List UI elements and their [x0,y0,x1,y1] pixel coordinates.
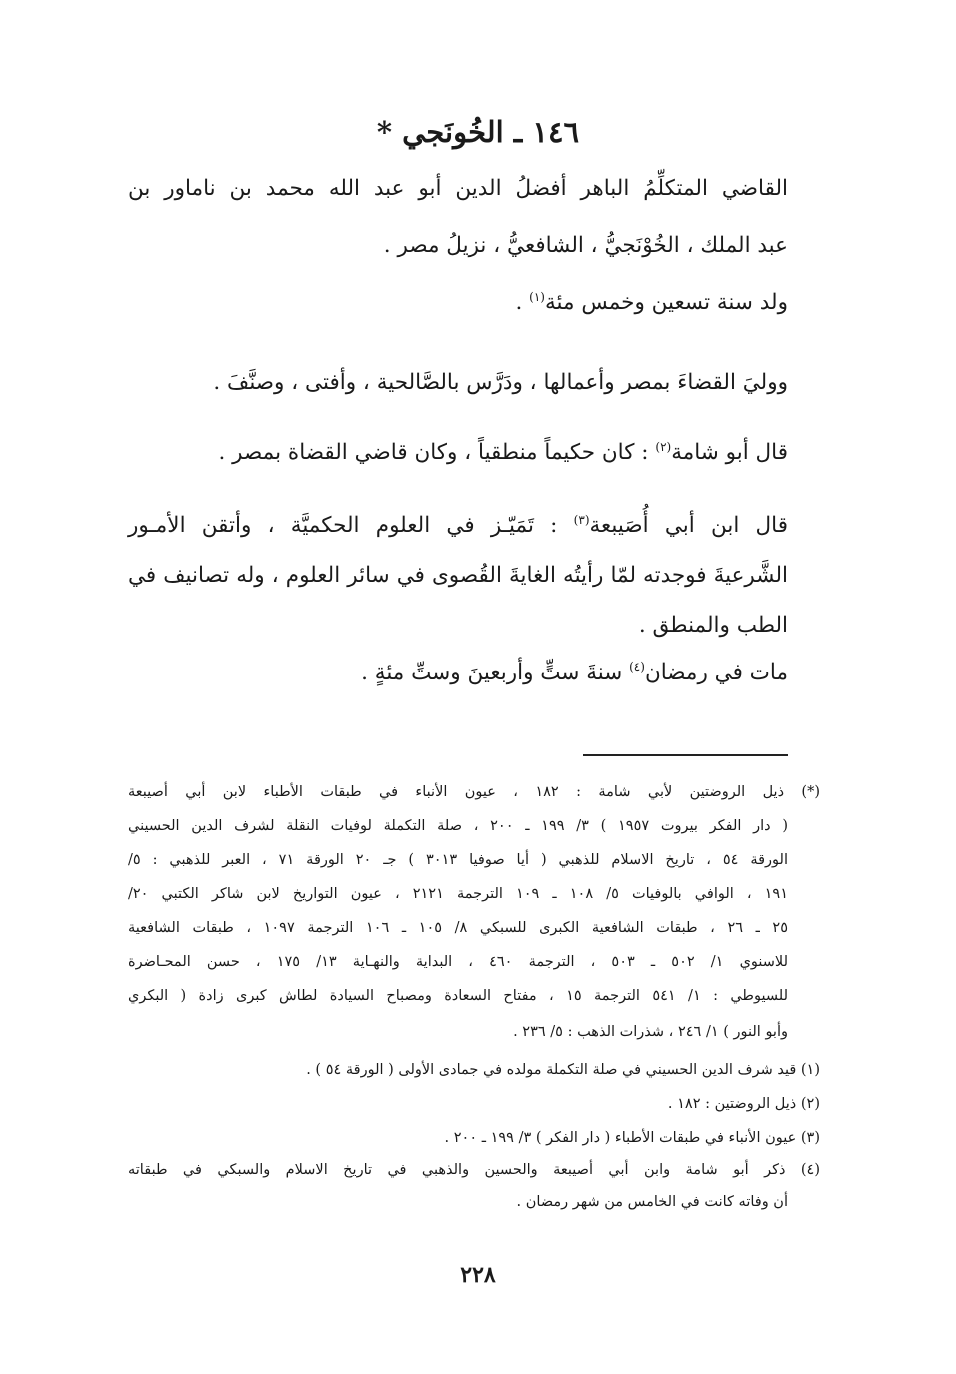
footnote-2: (٢) ذيل الروضتين : ١٨٢ . [667,1096,820,1112]
footnote-line: ( دار الفكر بيروت ١٩٥٧ ) ٣/ ١٩٩ ـ ٢٠٠ ، صلة التكملة لوفيات النقلة لشرف الدين الحسيني [128,818,788,834]
footnote-divider [583,754,788,756]
page-number: ٢٢٨ [460,1262,496,1288]
body-text: ولد سنة تسعين وخمس مئة [544,290,788,316]
footnote-ref: (٢) [655,440,672,454]
footnote-4: (٤) ذكر أبو شامة وابن أبي أصيبعة والحسين والذهبي في تاريخ الاسلام والسبكي في طبقاته [128,1162,820,1178]
footnote-line: ٢٥ ـ ٢٦ ، طبقات الشافعية الكبرى للسبكي ٨/ ١٠٥ ـ ١٠٦ الترجمة ١٠٩٧ ، طبقات الشافعية [128,920,788,936]
footnote-4-cont: أن وفاته كانت في الخامس من شهر رمضان . [516,1194,788,1210]
body-paragraph [219,440,789,465]
body-text: : كان حكيماً منطقياً ، وكان قاضي القضاة بمصر . [218,440,656,466]
footnote-line: للاسنوي ١/ ٥٠٢ ـ ٥٠٣ ، الترجمة ٤٦٠ ، البداية والنهـاية ١٣/ ١٧٥ ، حسن المحـاضرة [128,954,789,970]
entry-title: ١٤٦ ـ الخُونَجي * [376,115,580,149]
footnote-line: وأبو النور ) ١/ ٢٤٦ ، شذرات الذهب : ٥/ ٢٣٦ . [513,1024,788,1040]
body-paragraph [361,660,788,685]
body-paragraph [515,290,788,315]
body-line: القاضي المتكلِّمُ الباهر أفضلُ الدين أبو عبد الله محمد بن ناماور بن [128,176,788,201]
footnote-line: للسيوطي : ١/ ٥٤١ الترجمة ١٥ ، مفتاح السعادة ومصباح السيادة لطاش كبرى زادة ( البكري [128,988,788,1004]
footnote-3: (٣) عيون الأنباء في طبقات الأطباء ( دار الفكر ) ٣/ ١٩٩ ـ ٢٠٠ . [444,1130,820,1146]
footnote-ref: (٤) [629,660,645,674]
body-text: سنةَ ستٍّ وأربعينَ وستِّ مئةٍ . [361,660,630,686]
footnote-line: (*) ذيل الروضتين لأبي شامة : ١٨٢ ، عيون الأنباء في طبقات الأطباء لابن أبي أصيبعة [128,784,820,800]
body-text: . [515,290,530,316]
body-text: مات في رمضان [644,660,788,686]
body-line: الطب والمنطق . [638,613,788,638]
body-line: الشَّرعيةَ فوجدته لمّا رأيتُه الغايةَ القُصوى في سائر العلوم ، وله تصانيف في [128,563,788,588]
body-text: : تَمَيّـز في العلوم الحكميَّة ، وأتقن الأمـور [128,513,574,539]
body-text: قال ابن أبي أُصَيبعة [589,513,788,539]
footnote-1: (١) قيد شرف الدين الحسيني في صلة التكملة مولده في جمادى الأولى ( الورقة ٥٤ ) . [306,1062,820,1078]
footnote-line: ١٩١ ، الوافي بالوفيات ٥/ ١٠٨ ـ ١٠٩ الترجمة ٢١٢١ ، عيون التواريخ لابن شاكر الكتبي ٢٠/ [128,886,788,902]
footnote-ref: (١) [529,290,545,304]
body-line [128,513,788,538]
body-paragraph: ووليَ القضاءَ بمصر وأعمالها ، ودَرَّس بالصَّالحية ، وأفتى ، وصنَّفَ . [213,370,788,395]
footnote-ref: (٣) [573,513,590,527]
footnote-line: الورقة ٥٤ ، تاريخ الاسلام للذهبي ( أيا صوفيا ٣٠١٣ ) جـ ٢٠ الورقة ٧١ ، العبر للذهبي : ٥/ [128,852,788,868]
body-line: عبد الملك ، الخُوْنَجيُّ ، الشافعيُّ ، نزيلُ مصر . [383,233,788,258]
body-text: قال أبو شامة [671,440,788,466]
